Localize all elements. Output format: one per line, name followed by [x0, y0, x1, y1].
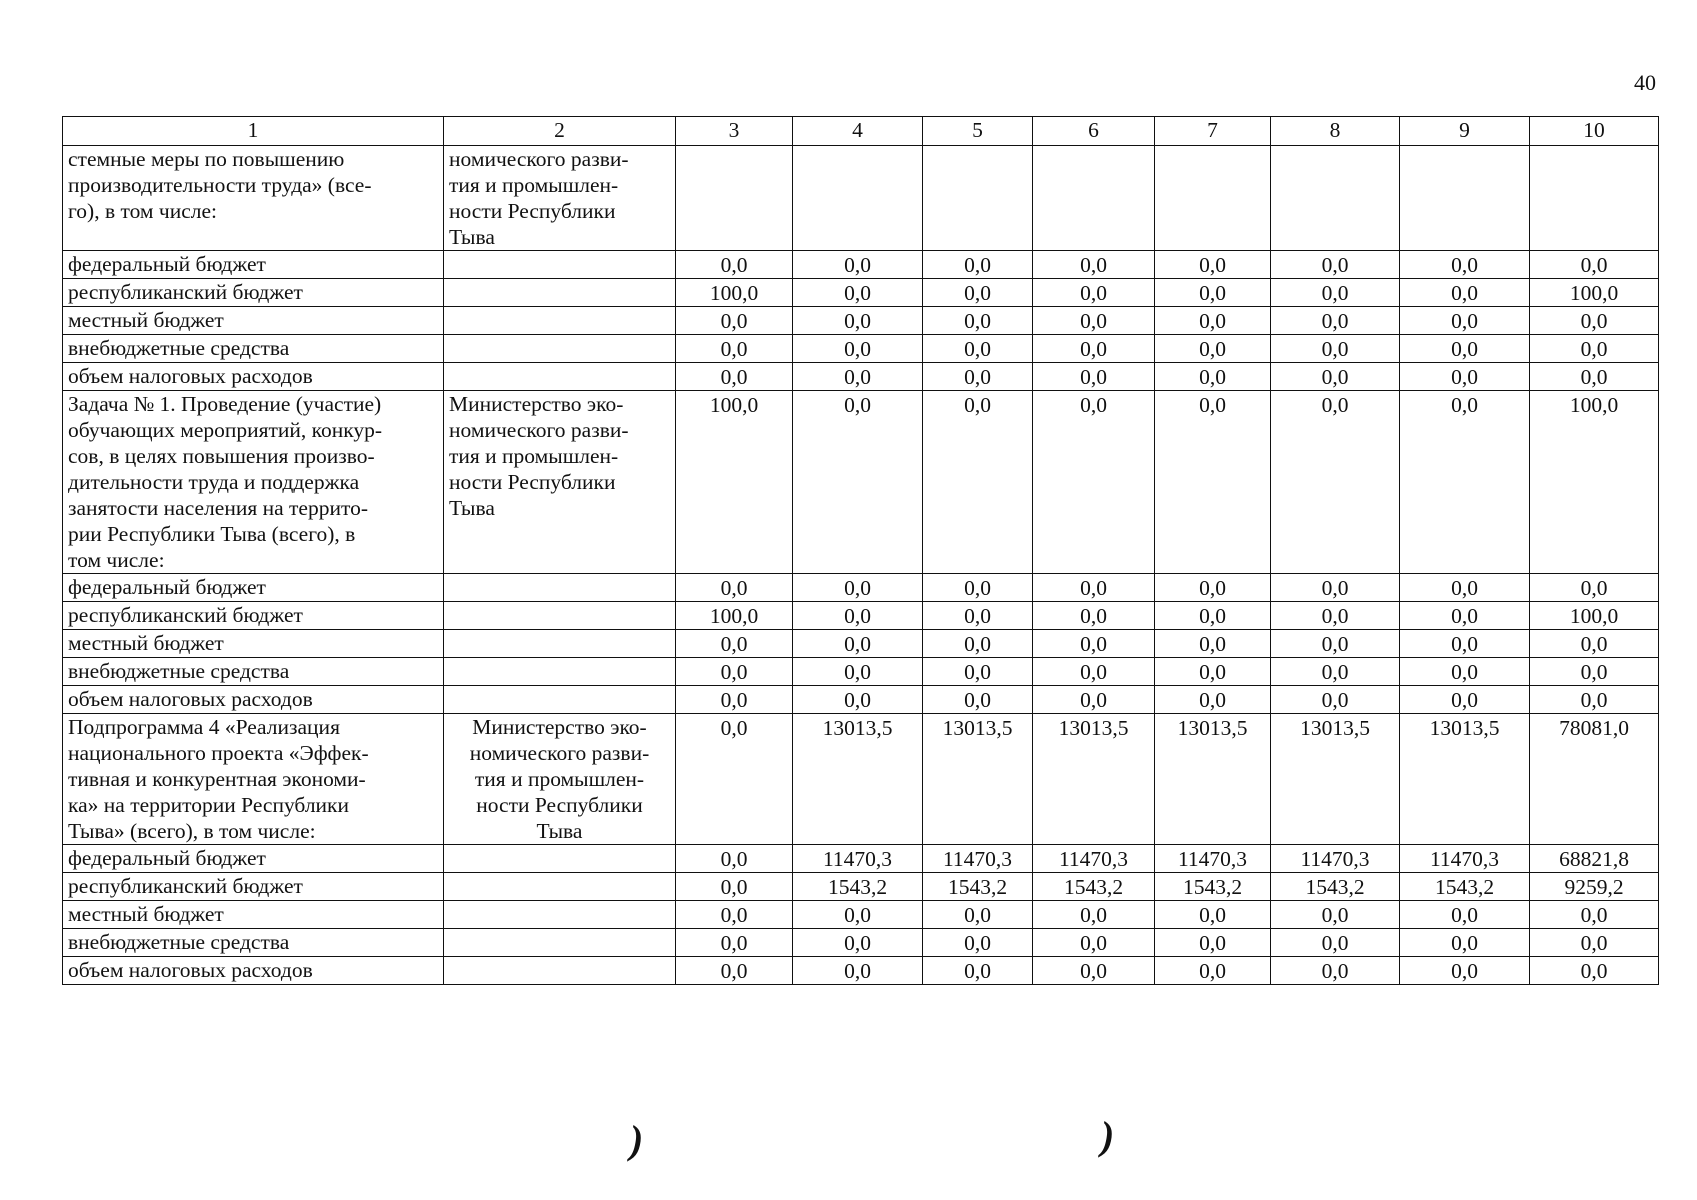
- value-cell: 0,0: [676, 845, 793, 873]
- value-cell: 0,0: [923, 630, 1033, 658]
- value-cell: 0,0: [676, 363, 793, 391]
- value-cell: 0,0: [676, 957, 793, 985]
- value-cell: 0,0: [1271, 901, 1400, 929]
- value-cell: 1543,2: [1033, 873, 1155, 901]
- row-description: республиканский бюджет: [63, 873, 444, 901]
- value-cell: 0,0: [1271, 574, 1400, 602]
- row-description: местный бюджет: [63, 901, 444, 929]
- value-cell: 0,0: [1033, 929, 1155, 957]
- row-description: Задача № 1. Проведение (участие) обучающих мероприятий, конкур- сов, в целях повышения произво- дительности труда и поддержка занятости населения на террито- рии Республики Тыва (всего), в том числе:: [63, 391, 444, 574]
- value-cell: 0,0: [1530, 957, 1659, 985]
- value-cell: [1033, 146, 1155, 251]
- value-cell: 0,0: [1530, 630, 1659, 658]
- row-responsible: [444, 845, 676, 873]
- value-cell: 0,0: [1271, 630, 1400, 658]
- value-cell: [1155, 146, 1271, 251]
- row-responsible: [444, 658, 676, 686]
- value-cell: 0,0: [923, 279, 1033, 307]
- value-cell: 0,0: [1400, 574, 1530, 602]
- row-responsible: [444, 279, 676, 307]
- value-cell: 0,0: [1400, 602, 1530, 630]
- value-cell: 0,0: [923, 251, 1033, 279]
- value-cell: 11470,3: [1400, 845, 1530, 873]
- row-responsible: [444, 574, 676, 602]
- value-cell: 68821,8: [1530, 845, 1659, 873]
- value-cell: 0,0: [676, 901, 793, 929]
- value-cell: 0,0: [793, 251, 923, 279]
- value-cell: 0,0: [1155, 686, 1271, 714]
- value-cell: 11470,3: [1271, 845, 1400, 873]
- value-cell: 1543,2: [923, 873, 1033, 901]
- value-cell: 0,0: [676, 658, 793, 686]
- value-cell: 0,0: [1033, 901, 1155, 929]
- table-row: [63, 901, 1659, 929]
- value-cell: 0,0: [923, 957, 1033, 985]
- row-description: внебюджетные средства: [63, 335, 444, 363]
- value-cell: 1543,2: [1400, 873, 1530, 901]
- row-description: стемные меры по повышению производительности труда» (все- го), в том числе:: [63, 146, 444, 251]
- value-cell: [793, 146, 923, 251]
- value-cell: 0,0: [1400, 686, 1530, 714]
- column-header: 4: [793, 117, 923, 146]
- value-cell: 0,0: [793, 630, 923, 658]
- value-cell: 0,0: [1271, 391, 1400, 574]
- row-description: республиканский бюджет: [63, 279, 444, 307]
- value-cell: 0,0: [1033, 251, 1155, 279]
- value-cell: 0,0: [676, 574, 793, 602]
- value-cell: 0,0: [1400, 251, 1530, 279]
- value-cell: 0,0: [923, 929, 1033, 957]
- value-cell: 1543,2: [1271, 873, 1400, 901]
- value-cell: 0,0: [1155, 279, 1271, 307]
- value-cell: 0,0: [1400, 658, 1530, 686]
- value-cell: 0,0: [1033, 602, 1155, 630]
- value-cell: 0,0: [1530, 686, 1659, 714]
- row-responsible: [444, 686, 676, 714]
- table-row: [63, 574, 1659, 602]
- value-cell: 0,0: [1155, 335, 1271, 363]
- value-cell: 0,0: [793, 391, 923, 574]
- row-responsible: [444, 307, 676, 335]
- value-cell: [1400, 146, 1530, 251]
- value-cell: 0,0: [1033, 307, 1155, 335]
- value-cell: 0,0: [676, 714, 793, 845]
- value-cell: 0,0: [1155, 251, 1271, 279]
- value-cell: [676, 146, 793, 251]
- value-cell: 100,0: [1530, 602, 1659, 630]
- value-cell: 13013,5: [1155, 714, 1271, 845]
- column-header: 10: [1530, 117, 1659, 146]
- table-row: [63, 630, 1659, 658]
- value-cell: 100,0: [1530, 391, 1659, 574]
- row-responsible: Министерство эко- номического разви- тия и промышлен- ности Республики Тыва: [444, 391, 676, 574]
- value-cell: 100,0: [676, 602, 793, 630]
- row-description: внебюджетные средства: [63, 658, 444, 686]
- row-responsible: [444, 929, 676, 957]
- value-cell: 0,0: [923, 658, 1033, 686]
- row-description: объем налоговых расходов: [63, 957, 444, 985]
- value-cell: 11470,3: [1155, 845, 1271, 873]
- table-row: [63, 363, 1659, 391]
- value-cell: 0,0: [1271, 929, 1400, 957]
- value-cell: 0,0: [1271, 686, 1400, 714]
- value-cell: 0,0: [1033, 686, 1155, 714]
- value-cell: 13013,5: [1271, 714, 1400, 845]
- row-responsible: [444, 602, 676, 630]
- value-cell: 0,0: [1400, 630, 1530, 658]
- row-description: объем налоговых расходов: [63, 686, 444, 714]
- value-cell: 0,0: [1400, 901, 1530, 929]
- value-cell: 0,0: [793, 901, 923, 929]
- row-description: местный бюджет: [63, 307, 444, 335]
- value-cell: 78081,0: [1530, 714, 1659, 845]
- page-number: 40: [1634, 70, 1656, 95]
- value-cell: 0,0: [1271, 307, 1400, 335]
- row-description: федеральный бюджет: [63, 251, 444, 279]
- value-cell: 0,0: [1271, 251, 1400, 279]
- column-header: 8: [1271, 117, 1400, 146]
- value-cell: 0,0: [923, 901, 1033, 929]
- row-description: внебюджетные средства: [63, 929, 444, 957]
- row-description: объем налоговых расходов: [63, 363, 444, 391]
- value-cell: 0,0: [923, 686, 1033, 714]
- value-cell: 0,0: [793, 335, 923, 363]
- value-cell: 0,0: [923, 363, 1033, 391]
- column-number-row: [63, 117, 1659, 146]
- value-cell: 13013,5: [1033, 714, 1155, 845]
- value-cell: 0,0: [676, 929, 793, 957]
- row-responsible: [444, 873, 676, 901]
- value-cell: 100,0: [676, 391, 793, 574]
- value-cell: 11470,3: [793, 845, 923, 873]
- row-description: Подпрограмма 4 «Реализация национального проекта «Эффек- тивная и конкурентная экономи- ка» на территории Республики Тыва» (всего), в том числе:: [63, 714, 444, 845]
- value-cell: 0,0: [676, 873, 793, 901]
- scan-mark-right: ): [1101, 1113, 1115, 1158]
- row-description: республиканский бюджет: [63, 602, 444, 630]
- scan-mark-left: ): [630, 1117, 644, 1162]
- value-cell: [923, 146, 1033, 251]
- value-cell: 1543,2: [793, 873, 923, 901]
- value-cell: 0,0: [1400, 391, 1530, 574]
- value-cell: 0,0: [923, 335, 1033, 363]
- value-cell: 0,0: [1033, 957, 1155, 985]
- value-cell: 0,0: [923, 602, 1033, 630]
- value-cell: 0,0: [1271, 602, 1400, 630]
- row-responsible: [444, 957, 676, 985]
- row-responsible: [444, 901, 676, 929]
- value-cell: 0,0: [1400, 307, 1530, 335]
- budget-table: [62, 116, 1659, 985]
- value-cell: 0,0: [1155, 574, 1271, 602]
- value-cell: 0,0: [1155, 391, 1271, 574]
- value-cell: 0,0: [1400, 335, 1530, 363]
- value-cell: 0,0: [1530, 335, 1659, 363]
- value-cell: 0,0: [1155, 630, 1271, 658]
- row-responsible: [444, 630, 676, 658]
- column-header: 9: [1400, 117, 1530, 146]
- value-cell: 0,0: [676, 630, 793, 658]
- value-cell: 11470,3: [1033, 845, 1155, 873]
- table-row: [63, 929, 1659, 957]
- value-cell: 0,0: [793, 602, 923, 630]
- row-description: федеральный бюджет: [63, 574, 444, 602]
- value-cell: 0,0: [1400, 957, 1530, 985]
- value-cell: 0,0: [1530, 901, 1659, 929]
- value-cell: 0,0: [1530, 251, 1659, 279]
- value-cell: 0,0: [793, 279, 923, 307]
- value-cell: 0,0: [1155, 658, 1271, 686]
- value-cell: 0,0: [1033, 335, 1155, 363]
- column-header: 3: [676, 117, 793, 146]
- value-cell: 0,0: [1155, 957, 1271, 985]
- value-cell: 0,0: [1033, 363, 1155, 391]
- value-cell: 0,0: [1155, 901, 1271, 929]
- value-cell: 0,0: [793, 929, 923, 957]
- value-cell: [1271, 146, 1400, 251]
- value-cell: 0,0: [1033, 574, 1155, 602]
- row-description: местный бюджет: [63, 630, 444, 658]
- table-row: [63, 873, 1659, 901]
- value-cell: 0,0: [1530, 658, 1659, 686]
- value-cell: 0,0: [1530, 363, 1659, 391]
- value-cell: 0,0: [1271, 957, 1400, 985]
- value-cell: 0,0: [1033, 391, 1155, 574]
- value-cell: 0,0: [1271, 658, 1400, 686]
- row-responsible: [444, 335, 676, 363]
- column-header: 6: [1033, 117, 1155, 146]
- table-row: [63, 146, 1659, 251]
- row-responsible: Министерство эко- номического разви- тия и промышлен- ности Республики Тыва: [444, 714, 676, 845]
- value-cell: 9259,2: [1530, 873, 1659, 901]
- column-header: 7: [1155, 117, 1271, 146]
- value-cell: 13013,5: [793, 714, 923, 845]
- value-cell: 0,0: [793, 658, 923, 686]
- value-cell: 100,0: [676, 279, 793, 307]
- value-cell: 0,0: [1155, 363, 1271, 391]
- table-row: [63, 658, 1659, 686]
- value-cell: [1530, 146, 1659, 251]
- value-cell: 0,0: [923, 391, 1033, 574]
- table-row: [63, 957, 1659, 985]
- value-cell: 100,0: [1530, 279, 1659, 307]
- column-header: 1: [63, 117, 444, 146]
- value-cell: 0,0: [793, 957, 923, 985]
- value-cell: 0,0: [793, 307, 923, 335]
- row-description: федеральный бюджет: [63, 845, 444, 873]
- value-cell: 0,0: [676, 251, 793, 279]
- value-cell: 0,0: [1155, 307, 1271, 335]
- table-row: [63, 686, 1659, 714]
- value-cell: 0,0: [923, 574, 1033, 602]
- value-cell: 0,0: [1033, 630, 1155, 658]
- table-row: [63, 251, 1659, 279]
- value-cell: 0,0: [1155, 929, 1271, 957]
- column-header: 2: [444, 117, 676, 146]
- value-cell: 0,0: [923, 307, 1033, 335]
- value-cell: 0,0: [1530, 307, 1659, 335]
- value-cell: 0,0: [1033, 279, 1155, 307]
- table-row: [63, 307, 1659, 335]
- value-cell: 0,0: [793, 686, 923, 714]
- table-row: [63, 845, 1659, 873]
- table-row: [63, 714, 1659, 845]
- value-cell: 13013,5: [1400, 714, 1530, 845]
- value-cell: 0,0: [1271, 335, 1400, 363]
- value-cell: 0,0: [676, 335, 793, 363]
- table-row: [63, 391, 1659, 574]
- value-cell: 11470,3: [923, 845, 1033, 873]
- value-cell: 0,0: [793, 574, 923, 602]
- value-cell: 0,0: [1033, 658, 1155, 686]
- value-cell: 0,0: [1530, 929, 1659, 957]
- value-cell: 0,0: [1400, 279, 1530, 307]
- value-cell: 0,0: [1271, 279, 1400, 307]
- row-responsible: [444, 251, 676, 279]
- column-header: 5: [923, 117, 1033, 146]
- value-cell: 1543,2: [1155, 873, 1271, 901]
- table-row: [63, 335, 1659, 363]
- value-cell: 13013,5: [923, 714, 1033, 845]
- value-cell: 0,0: [1400, 363, 1530, 391]
- value-cell: 0,0: [676, 686, 793, 714]
- value-cell: 0,0: [1155, 602, 1271, 630]
- value-cell: 0,0: [676, 307, 793, 335]
- value-cell: 0,0: [1400, 929, 1530, 957]
- value-cell: 0,0: [1530, 574, 1659, 602]
- row-responsible: [444, 363, 676, 391]
- value-cell: 0,0: [1271, 363, 1400, 391]
- value-cell: 0,0: [793, 363, 923, 391]
- table-row: [63, 279, 1659, 307]
- table-row: [63, 602, 1659, 630]
- row-responsible: номического разви- тия и промышлен- ности Республики Тыва: [444, 146, 676, 251]
